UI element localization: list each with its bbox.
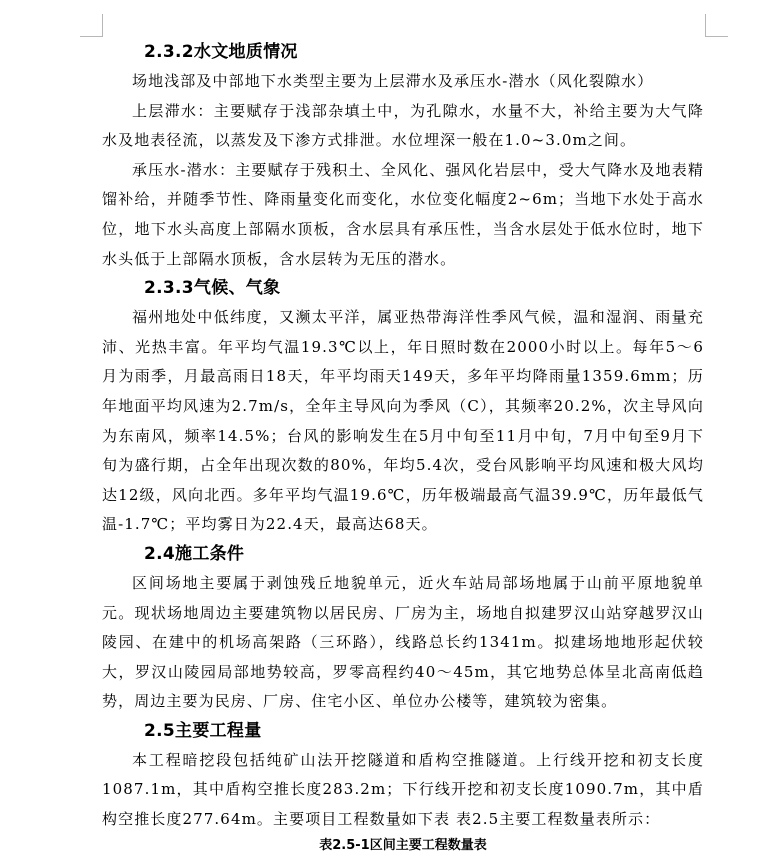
paragraph: 区间场地主要属于剥蚀残丘地貌单元，近火车站局部场地属于山前平原地貌单元。现状场地周边主要建筑物以居民房、厂房为主，场地自拟建罗汉山站穿越罗汉山陵园、在建中的机场高架路（三环路），线路总长约1341m。拟建场地地形起伏较大，罗汉山陵园局部地势较高，罗零高程约40～45m，其它地势总体呈北高南低趋势，周边主要为民房、厂房、住宅小区、单位办公楼等，建筑较为密集。 bbox=[102, 573, 704, 711]
page-corner-mark-right bbox=[705, 14, 728, 37]
page-corner-mark-left bbox=[80, 14, 103, 37]
section-heading-2-4: 2.4施工条件 bbox=[144, 543, 245, 564]
section-heading-2-5: 2.5主要工程量 bbox=[144, 720, 262, 741]
section-heading-2-3-2: 2.3.2水文地质情况 bbox=[144, 42, 298, 62]
paragraph: 本工程暗挖段包括纯矿山法开挖隧道和盾构空推隧道。上行线开挖和初支长度1087.1m，其中盾构空推长度283.2m；下行线开挖和初支长度1090.7m，其中盾构空推长度277.64m。主要项目工程数量如下表 表2.5主要工程数量表所示： bbox=[102, 750, 704, 829]
paragraph: 场地浅部及中部地下水类型主要为上层滞水及承压水-潜水（风化裂隙水） bbox=[132, 72, 654, 90]
table-caption: 表2.5-1区间主要工程数量表 bbox=[319, 837, 487, 853]
paragraph: 承压水-潜水：主要赋存于残积土、全风化、强风化岩层中，受大气降水及地表精馏补给，并随季节性、降雨量变化而变化，水位变化幅度2~6m；当地下水处于高水位，地下水头高度上部隔水顶板，含水层具有承压性，当含水层处于低水位时，地下水头低于上部隔水顶板，含水层转为无压的潜水。 bbox=[102, 160, 704, 268]
document-page bbox=[102, 30, 704, 857]
section-heading-2-3-3: 2.3.3气候、气象 bbox=[144, 278, 281, 299]
paragraph: 福州地处中低纬度，又濒太平洋，属亚热带海洋性季风气候，温和湿润、雨量充沛、光热丰富。年平均气温19.3℃以上，年日照时数在2000小时以上。每年5～6月为雨季，月最高雨日18天，年平均雨天149天，多年平均降雨量1359.6mm；历年地面平均风速为2.7m/s，全年主导风向为季风（C），其频率20.2%，次主导风向为东南风，频率14.5%；台风的影响发生在5月中旬至11月中旬，7月中旬至9月下旬为盛行期，占全年出现次数的80%，年均5.4次，受台风影响平均风速和极大风均达12级，风向北西。多年平均气温19.6℃，历年极端最高气温39.9℃，历年最低气温-1.7℃；平均雾日为22.4天，最高达68天。 bbox=[102, 308, 704, 534]
paragraph: 上层滞水：主要赋存于浅部杂填土中，为孔隙水，水量不大，补给主要为大气降水及地表径流，以蒸发及下渗方式排泄。水位埋深一般在1.0~3.0m之间。 bbox=[102, 101, 704, 150]
